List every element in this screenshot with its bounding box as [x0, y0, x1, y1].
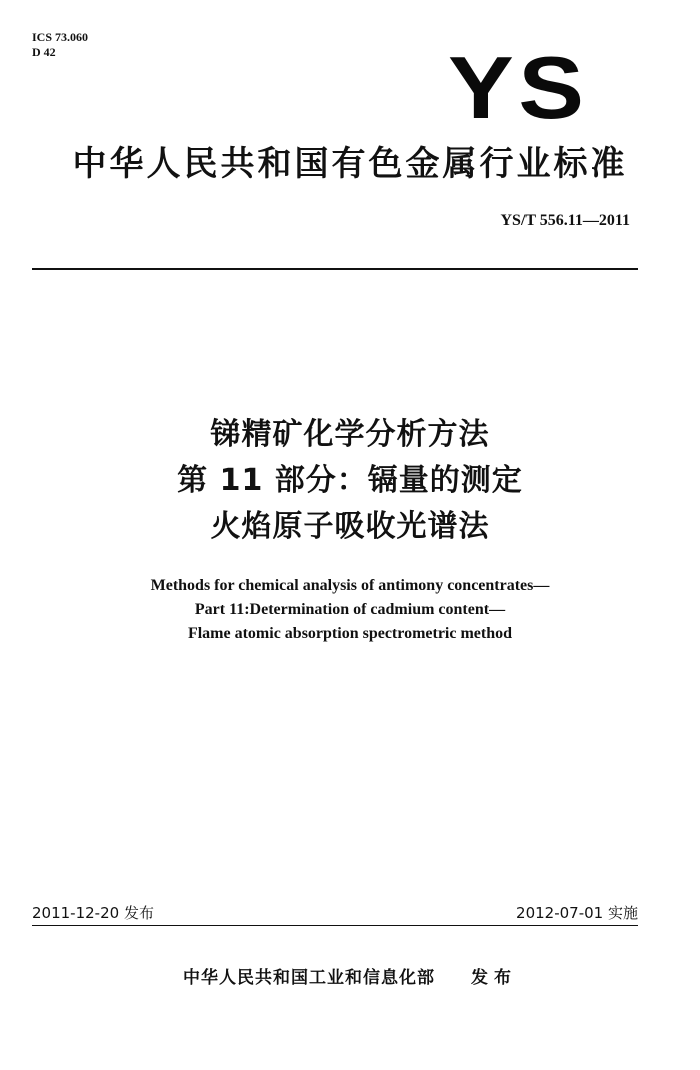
english-title-line-1: Methods for chemical analysis of antimony concentrates— [150, 577, 550, 594]
ys-logo: YS [448, 38, 589, 137]
top-divider [32, 268, 638, 270]
implementation-date: 2012-07-01 实施 [516, 904, 638, 922]
english-title [0, 574, 700, 646]
classification-codes [32, 30, 88, 60]
org-title: 中华人民共和国有色金属行业标准 [72, 144, 628, 184]
english-title-line-3: Flame atomic absorption spectrometric method [187, 625, 513, 642]
issuer-name: 中华人民共和国工业和信息化部 [183, 968, 435, 988]
bottom-divider [32, 925, 638, 926]
chinese-title-line-3: 火焰原子吸收光谱法 [210, 509, 490, 544]
issuer-line [0, 963, 700, 988]
issue-date: 2011-12-20 发布 [32, 904, 154, 922]
chinese-title-line-1: 锑精矿化学分析方法 [210, 417, 490, 452]
standard-number: YS/T 556.11—2011 [500, 212, 630, 229]
chinese-title [0, 412, 700, 550]
english-title-line-2: Part 11:Determination of cadmium content— [194, 601, 506, 618]
chinese-title-line-2: 第 11 部分：镉量的测定 [177, 463, 523, 498]
ccs-code: D 42 [32, 45, 56, 59]
ics-code: ICS 73.060 [32, 30, 89, 44]
issuer-verb: 发布 [471, 968, 517, 988]
